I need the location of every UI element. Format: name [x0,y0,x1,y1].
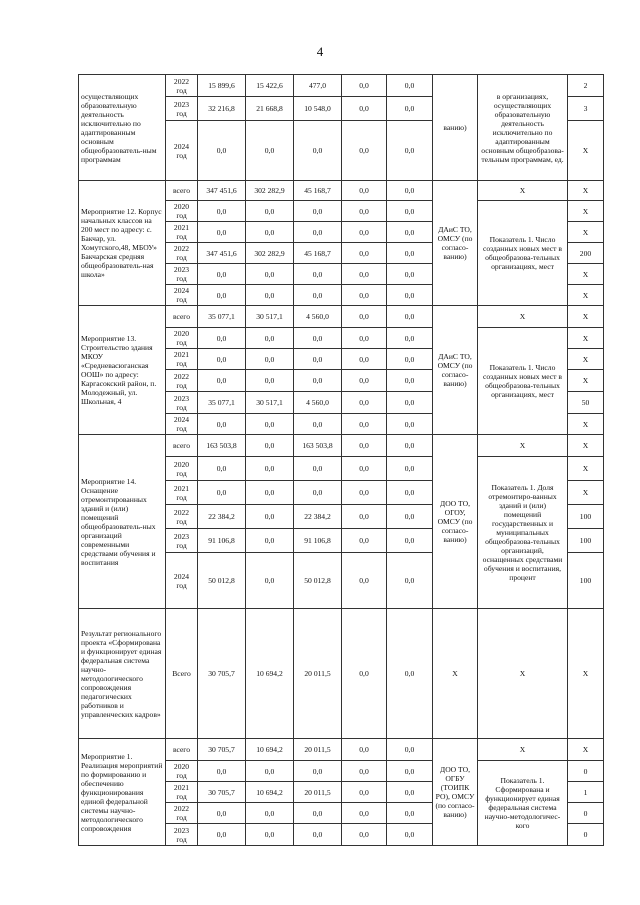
table-cell: 0,0 [342,121,387,181]
table-cell: 15 899,6 [198,75,246,97]
table-cell: Мероприятие 1. Реализация мероприятий по формированию и обеспечению функционирования единой федеральной системы научно-методологического сопровождения [79,739,166,846]
table-cell: 0,0 [342,370,387,392]
table-cell: 0,0 [342,761,387,782]
table-cell: 0,0 [198,457,246,481]
table-cell: 0,0 [342,97,387,121]
table-cell: 0 [568,803,604,824]
table-cell: 0,0 [246,201,294,222]
table-cell: 0,0 [387,553,433,609]
table-cell: 0,0 [342,264,387,285]
table-cell: 302 282,9 [246,243,294,264]
table-cell: 2022 год [166,803,198,824]
table-cell: 4 560,0 [294,306,342,328]
table-cell: 0,0 [387,243,433,264]
table-cell: 2024 год [166,553,198,609]
table-cell: 0,0 [198,803,246,824]
table-cell: 0,0 [387,529,433,553]
table-cell: Х [478,739,568,761]
table-cell: 0,0 [246,481,294,505]
table-cell: 347 451,6 [198,181,246,201]
table-cell: Х [568,121,604,181]
table-cell: ДОО ТО, ОГОУ, ОМСУ (по согласо-ванию) [433,435,478,609]
table-cell: 0,0 [294,349,342,370]
table-cell: Х [568,349,604,370]
table-cell: 1 [568,782,604,803]
table-cell: 0 [568,761,604,782]
table-cell: Х [568,435,604,457]
table-cell: 302 282,9 [246,181,294,201]
table-cell: Х [478,181,568,201]
table-cell: всего [166,435,198,457]
table-cell: 0,0 [342,222,387,243]
table-cell: 0,0 [198,370,246,392]
table-cell: 30 705,7 [198,739,246,761]
table-cell: осуществляющих образовательную деятельность исключительно по адаптированным основным общеобразователь-ным программам [79,75,166,181]
table-cell: 0,0 [246,529,294,553]
table-cell: 0,0 [294,761,342,782]
table-cell: 0,0 [294,201,342,222]
table-cell: 0,0 [387,435,433,457]
table-cell: 0,0 [198,414,246,435]
table-cell: 100 [568,529,604,553]
table-cell: Х [568,739,604,761]
table-cell: 0,0 [246,285,294,306]
table-cell: 32 216,8 [198,97,246,121]
table-row [79,435,604,457]
table-cell: 10 694,2 [246,782,294,803]
table-cell: всего [166,181,198,201]
table-cell: 30 517,1 [246,392,294,414]
table-cell: 0,0 [198,824,246,846]
table-cell: 0,0 [387,370,433,392]
table-body [79,75,604,846]
table-cell: 2024 год [166,121,198,181]
table-cell: 10 694,2 [246,739,294,761]
table-cell: 347 451,6 [198,243,246,264]
table-cell: 0,0 [198,121,246,181]
table-cell: 0,0 [342,243,387,264]
table-cell: 0,0 [387,609,433,739]
table-cell: 0,0 [342,505,387,529]
table-cell: 0,0 [387,782,433,803]
table-cell: 2020 год [166,761,198,782]
table-cell: 2024 год [166,285,198,306]
table-cell: всего [166,739,198,761]
table-cell: 0,0 [246,370,294,392]
table-cell: 0,0 [342,824,387,846]
table-cell: 0,0 [198,201,246,222]
table-cell: 0,0 [387,505,433,529]
table-cell: 0,0 [294,824,342,846]
table-cell: 100 [568,553,604,609]
table-cell: 0,0 [387,222,433,243]
table-cell: 2 [568,75,604,97]
table-cell: 0,0 [294,803,342,824]
table-cell: Мероприятие 13. Строительство здания МКОУ «Средневасюганская ООШ» по адресу: Каргасокский район, п. Молодежный, ул. Школьная, 4 [79,306,166,435]
table-cell: Всего [166,609,198,739]
table-cell: Показатель 1. Число созданных новых мест в общеобразова-тельных организациях, мест [478,328,568,435]
table-cell: 0,0 [387,824,433,846]
table-cell: 0,0 [387,306,433,328]
table-cell: Х [568,414,604,435]
table-cell: 0 [568,824,604,846]
table-cell: 2024 год [166,414,198,435]
table-cell: 0,0 [342,553,387,609]
table-cell: 0,0 [294,481,342,505]
table-cell: 2023 год [166,824,198,846]
table-cell: 0,0 [246,264,294,285]
table-cell: 20 011,5 [294,739,342,761]
table-cell: 0,0 [342,201,387,222]
table-cell: 163 503,8 [294,435,342,457]
table-cell: 0,0 [387,264,433,285]
table-cell: 0,0 [246,222,294,243]
table-cell: 0,0 [246,121,294,181]
table-cell: Х [568,285,604,306]
table-cell: Х [568,264,604,285]
table-cell: 2022 год [166,75,198,97]
table-cell: 0,0 [387,481,433,505]
table-cell: 0,0 [246,824,294,846]
table-cell: Х [568,481,604,505]
table-cell: 0,0 [342,328,387,349]
table-cell: 2020 год [166,457,198,481]
table-cell: 477,0 [294,75,342,97]
table-cell: 0,0 [294,264,342,285]
table-cell: 0,0 [198,761,246,782]
table-cell: 0,0 [294,222,342,243]
table-cell: 0,0 [387,181,433,201]
table-cell: Х [568,306,604,328]
table-cell: 2022 год [166,370,198,392]
table-cell: 200 [568,243,604,264]
table-cell: 0,0 [198,349,246,370]
table-cell: 0,0 [246,435,294,457]
table-cell: 0,0 [342,529,387,553]
table-cell: 0,0 [342,782,387,803]
table-cell: Результат регионального проекта «Сформирована и функционирует единая федеральная система научно-методологического сопровождения педагогических работников и управленческих кадров» [79,609,166,739]
table-cell: 0,0 [246,553,294,609]
table-cell: 2023 год [166,264,198,285]
table-cell: 0,0 [342,392,387,414]
table-cell: 0,0 [246,349,294,370]
table-cell: Х [568,370,604,392]
table-cell: 0,0 [342,181,387,201]
table-cell: 0,0 [294,457,342,481]
table-cell: 0,0 [342,803,387,824]
table-cell: Х [568,457,604,481]
table-cell: 35 077,1 [198,392,246,414]
table-cell: 0,0 [387,803,433,824]
table-cell: 20 011,5 [294,782,342,803]
table-cell: 0,0 [246,328,294,349]
table-cell: 0,0 [246,505,294,529]
table-cell: 0,0 [246,414,294,435]
table-cell: 2022 год [166,243,198,264]
table-cell: 0,0 [198,285,246,306]
table-cell: 0,0 [342,349,387,370]
table-cell: 4 560,0 [294,392,342,414]
table-cell: 45 168,7 [294,181,342,201]
table-cell: 35 077,1 [198,306,246,328]
table-cell: 15 422,6 [246,75,294,97]
table-cell: 21 668,8 [246,97,294,121]
table-cell: 0,0 [387,349,433,370]
table-cell: 0,0 [387,761,433,782]
table-cell: 0,0 [198,481,246,505]
table-cell: 2020 год [166,328,198,349]
table-cell: ДОО ТО, ОГБУ (ТОИПК РО), ОМСУ (по согласо-ванию) [433,739,478,846]
table-cell: Х [433,609,478,739]
table-row [79,181,604,201]
table-cell: 3 [568,97,604,121]
table-cell: 0,0 [342,285,387,306]
table-cell: 45 168,7 [294,243,342,264]
table-cell: Х [568,201,604,222]
table-cell: 0,0 [342,609,387,739]
table-cell: ДАиС ТО, ОМСУ (по согласо-ванию) [433,181,478,306]
table-cell: 2023 год [166,529,198,553]
program-table [78,74,604,846]
table-cell: 0,0 [387,121,433,181]
table-cell: 0,0 [387,392,433,414]
table-cell: 0,0 [246,457,294,481]
table-cell: 0,0 [342,414,387,435]
table-cell: Х [478,609,568,739]
table-cell: 2021 год [166,222,198,243]
table-cell: 0,0 [387,75,433,97]
table-cell: 0,0 [342,481,387,505]
table-cell: 0,0 [387,739,433,761]
table-cell: 30 705,7 [198,609,246,739]
table-cell: Х [568,328,604,349]
table-cell: 0,0 [342,306,387,328]
table-cell: Показатель 1. Число созданных новых мест в общеобразова-тельных организациях, мест [478,201,568,306]
table-cell: ДАиС ТО, ОМСУ (по согласо-ванию) [433,306,478,435]
table-cell: Х [568,609,604,739]
table-cell: 50 [568,392,604,414]
table-cell: 0,0 [198,222,246,243]
table-cell: 0,0 [294,370,342,392]
table-cell: 0,0 [387,457,433,481]
table-cell: 20 011,5 [294,609,342,739]
table-cell: 2020 год [166,201,198,222]
table-cell: 30 705,7 [198,782,246,803]
table-cell: 50 012,8 [294,553,342,609]
table-cell: ванию) [433,75,478,181]
table-cell: 2023 год [166,97,198,121]
table-cell: 50 012,8 [198,553,246,609]
table-cell: 0,0 [294,414,342,435]
table-cell: 2021 год [166,349,198,370]
table-row [79,306,604,328]
table-row [79,75,604,97]
table-cell: 22 384,2 [198,505,246,529]
table-cell: 30 517,1 [246,306,294,328]
table-cell: 100 [568,505,604,529]
table-cell: 0,0 [294,121,342,181]
table-cell: 0,0 [387,285,433,306]
table-cell: 2021 год [166,782,198,803]
table-cell: 0,0 [246,761,294,782]
table-cell: 22 384,2 [294,505,342,529]
table-cell: 0,0 [198,328,246,349]
table-cell: Мероприятие 14. Оснащение отремонтированных зданий и (или) помещений общеобразователь-ных организаций современными средствами обучения и воспитания [79,435,166,609]
table-cell: 2023 год [166,392,198,414]
table-cell: 2022 год [166,505,198,529]
table-cell: 0,0 [387,328,433,349]
table-cell: Мероприятие 12. Корпус начальных классов на 200 мест по адресу: с. Бакчар, ул. Хомутского,48, МБОУ» Бакчарская средняя общеобразователь-ная школа» [79,181,166,306]
table-cell: 0,0 [198,264,246,285]
table-cell: 0,0 [342,739,387,761]
table-cell: 0,0 [246,803,294,824]
table-cell: 10 548,0 [294,97,342,121]
table-cell: Х [568,181,604,201]
table-cell: Х [478,435,568,457]
table-cell: 0,0 [342,457,387,481]
table-cell: Показатель 1. Доля отремонтиро-ванных зданий и (или) помещений государственных и муниципальных общеобразова-тельных организаций, оснащенных средствами обучения и воспитания, процент [478,457,568,609]
table-cell: всего [166,306,198,328]
page-number: 4 [316,44,324,59]
table-row [79,739,604,761]
table-cell: 91 106,8 [198,529,246,553]
table-cell: 10 694,2 [246,609,294,739]
table-cell: 0,0 [387,97,433,121]
table-row [79,609,604,739]
table-cell: 163 503,8 [198,435,246,457]
table-cell: Х [568,222,604,243]
table-cell: Показатель 1. Сформирована и функционирует единая федеральная система научно-методологичес-кого [478,761,568,846]
table-cell: 91 106,8 [294,529,342,553]
table-cell: 0,0 [294,328,342,349]
table-cell: в организациях, осуществляющих образовательную деятельность исключительно по адаптированным основным общеобразова-тельным программам, ед. [478,75,568,181]
table-cell: 0,0 [342,75,387,97]
table-cell: 0,0 [387,414,433,435]
table-cell: Х [478,306,568,328]
table-cell: 0,0 [387,201,433,222]
table-cell: 2021 год [166,481,198,505]
table-cell: 0,0 [342,435,387,457]
table-cell: 0,0 [294,285,342,306]
